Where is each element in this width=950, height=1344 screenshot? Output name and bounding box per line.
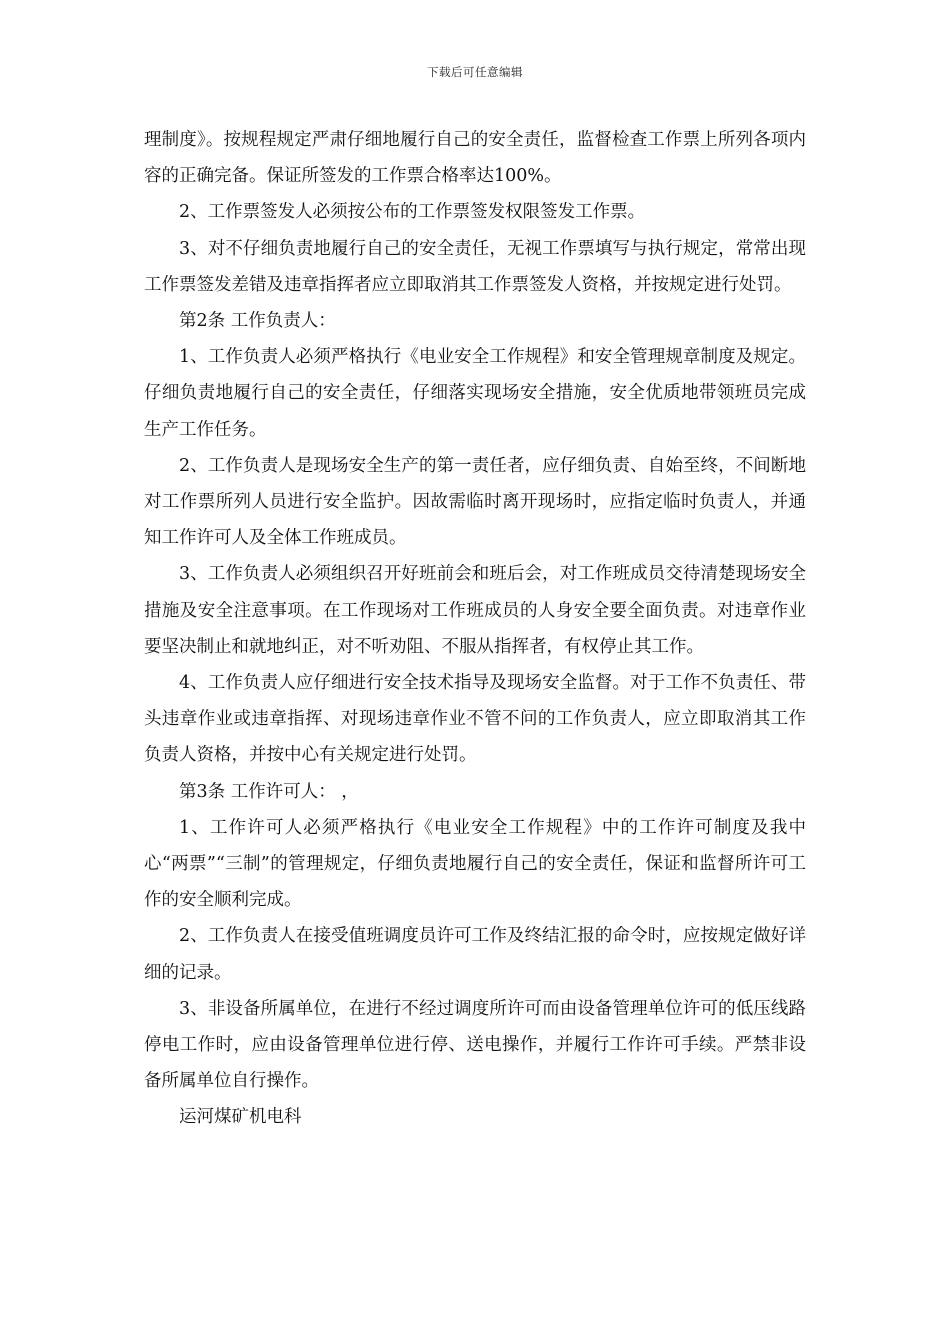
header-note: 下载后可任意编辑 [427,65,523,79]
paragraph-leader-item-1: 1、工作负责人必须严格执行《电业安全工作规程》和安全管理规章制度及规定。仔细负责地履行自己的安全责任，仔细落实现场安全措施，安全优质地带领班员完成生产工作任务。 [144,347,806,440]
paragraph-leader-item-2: 2、工作负责人是现场安全生产的第一责任者，应仔细负责、自始至终，不间断地对工作票所列人员进行安全监护。因故需临时离开现场时，应指定临时负责人，并通知工作许可人及全体工作班成员。 [144,455,806,549]
paragraph-permit-item-3: 3、非设备所属单位，在进行不经过调度所许可而由设备管理单位许可的低压线路停电工作时，应由设备管理单位进行停、送电操作，并履行工作许可手续。严禁非设备所属单位自行操作。 [144,998,806,1092]
signature-department: 运河煤矿机电科 [179,1107,302,1128]
body-text [144,122,806,1136]
paragraph-permit-item-2: 2、工作负责人在接受值班调度员许可工作及终结汇报的命令时，应按规定做好详细的记录。 [144,926,806,983]
article-3-heading: 第3条 工作许可人： ， [179,781,359,802]
paragraph-signer-item-3: 3、对不仔细负责地履行自己的安全责任，无视工作票填写与执行规定，常常出现工作票签发差错及违章指挥者应立即取消其工作票签发人资格，并按规定进行处罚。 [144,238,806,295]
paragraph-continuation: 理制度》。按规程规定严肃仔细地履行自己的安全责任，监督检查工作票上所列各项内容的正确完备。保证所签发的工作票合格率达100%。 [144,130,806,187]
article-2-heading: 第2条 工作负责人： [179,311,336,332]
paragraph-leader-item-4: 4、工作负责人应仔细进行安全技术指导及现场安全监督。对于工作不负责任、带头违章作业或违章指挥、对现场违章作业不管不问的工作负责人，应立即取消其工作负责人资格，并按中心有关规定进行处罚。 [144,673,806,766]
paragraph-permit-item-1: 1、工作许可人必须严格执行《电业安全工作规程》中的工作许可制度及我中心“两票”“三制”的管理规定，仔细负责地履行自己的安全责任，保证和监督所许可工作的安全顺利完成。 [144,817,806,911]
paragraph-leader-item-3: 3、工作负责人必须组织召开好班前会和班后会，对工作班成员交待清楚现场安全措施及安全注意事项。在工作现场对工作班成员的人身安全要全面负责。对违章作业要坚决制止和就地纠正，对不听劝阻、不服从指挥者，有权停止其工作。 [144,564,806,657]
paragraph-signer-item-2: 2、工作票签发人必须按公布的工作票签发权限签发工作票。 [179,202,646,223]
